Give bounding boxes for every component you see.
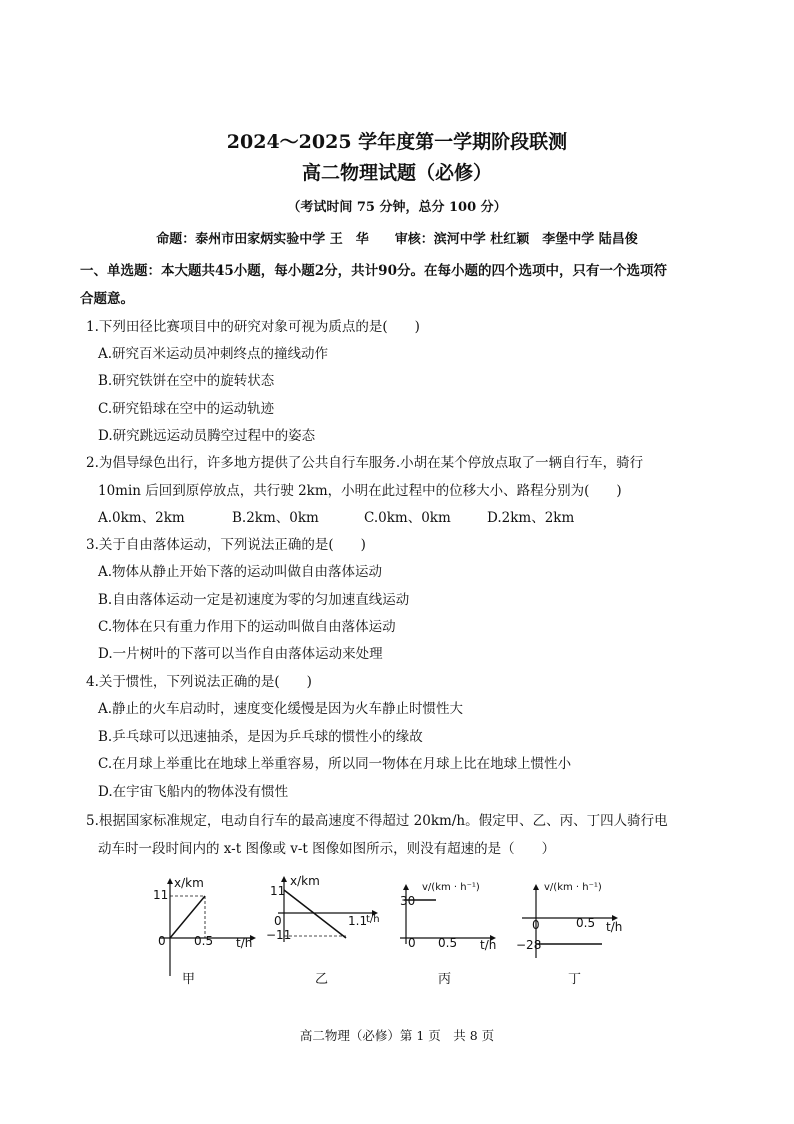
question-4-option-d: D.在宇宙飞船内的物体没有惯性	[98, 784, 289, 800]
question-4-option-c: C.在月球上举重比在地球上举重容易，所以同一物体在月球上比在地球上惯性小	[98, 756, 572, 772]
graph-bing-xlabel: t/h	[480, 938, 497, 952]
question-3-option-a: A.物体从静止开始下落的运动叫做自由落体运动	[98, 564, 383, 580]
graph-yi-xtick: 1.1	[348, 914, 368, 928]
question-2-option-a: A.0km、2km	[98, 510, 185, 526]
section-heading-line1: 一、单选题：本大题共45小题，每小题2分，共计90分。在每小题的四个选项中，只有一个选项符	[80, 263, 667, 279]
graph-jia-xlabel: t/h	[236, 936, 253, 950]
graph-jia-ytick: 11	[153, 888, 169, 902]
graph-yi-origin: 0	[274, 914, 282, 928]
question-2-option-b: B.2km、0km	[232, 510, 319, 526]
graph-jia-name: 甲	[182, 972, 196, 987]
question-2-option-c: C.0km、0km	[364, 510, 451, 526]
question-1-option-c: C.研究铅球在空中的运动轨迹	[98, 401, 275, 417]
question-1-option-b: B.研究铁饼在空中的旋转状态	[98, 373, 275, 389]
graph-yi-xlabel: t/h	[366, 914, 380, 925]
question-2-option-d: D.2km、2km	[487, 510, 575, 526]
question-3-option-c: C.物体在只有重力作用下的运动叫做自由落体运动	[98, 619, 396, 635]
question-2-stem-line2: 10min 后回到原停放点，共行驶 2km，小明在此过程中的位移大小、路程分别为( )	[98, 483, 622, 499]
graph-bing-ylabel: v/(km · h⁻¹)	[422, 882, 480, 893]
question-5-stem-line2: 动车时一段时间内的 x-t 图像或 v-t 图像如图所示，则没有超速的是（ ）	[98, 841, 556, 857]
question-3-option-b: B.自由落体运动一定是初速度为零的匀加速直线运动	[98, 592, 410, 608]
graph-yi-name: 乙	[315, 972, 329, 987]
graph-bing-xtick: 0.5	[438, 936, 458, 950]
question-4-option-a: A.静止的火车启动时，速度变化缓慢是因为火车静止时惯性大	[98, 701, 464, 717]
question-5-stem-line1: 5.根据国家标准规定，电动自行车的最高速度不得超过 20km/h。假定甲、乙、丙、丁四人骑行电	[86, 813, 668, 829]
graph-ding-ytick: −28	[516, 938, 542, 952]
graph-yi-ytick-neg: −11	[266, 928, 292, 942]
graph-ding-ylabel: v/(km · h⁻¹)	[544, 882, 602, 893]
graph-jia-ylabel: x/km	[174, 876, 204, 890]
question-3-stem: 3.关于自由落体运动，下列说法正确的是( )	[86, 537, 366, 553]
graph-bing-name: 丙	[438, 972, 452, 987]
exam-authors: 命题：泰州市田家炳实验中学 王 华 审核：滨河中学 杜红颖 李堡中学 陆昌俊	[156, 232, 638, 247]
section-heading-line2: 合题意。	[80, 291, 134, 307]
question-2-stem-line1: 2.为倡导绿色出行，许多地方提供了公共自行车服务.小胡在某个停放点取了一辆自行车，骑行	[86, 455, 644, 471]
graph-ding-name: 丁	[568, 972, 582, 987]
graph-yi-ytick-pos: 11	[270, 884, 286, 898]
exam-subtitle: 高二物理试题（必修）	[301, 162, 492, 184]
graph-ding-origin: 0	[532, 918, 540, 932]
question-3-option-d: D.一片树叶的下落可以当作自由落体运动来处理	[98, 646, 383, 662]
graph-bing	[396, 876, 536, 986]
graph-jia-origin: 0	[158, 934, 166, 948]
graph-jia-xtick: 0.5	[194, 934, 214, 948]
graph-ding-xtick: 0.5	[576, 916, 596, 930]
graph-bing-origin: 0	[408, 936, 416, 950]
graph-yi	[266, 874, 410, 986]
question-1-option-a: A.研究百米运动员冲刺终点的撞线动作	[98, 346, 329, 362]
question-1-option-d: D.研究跳远运动员腾空过程中的姿态	[98, 428, 316, 444]
question-4-option-b: B.乒乓球可以迅速抽杀，是因为乒乓球的惯性小的缘故	[98, 729, 423, 745]
question-1-stem: 1.下列田径比赛项目中的研究对象可视为质点的是( )	[86, 319, 420, 335]
graph-ding	[516, 876, 656, 986]
graph-bing-ytick: 30	[400, 894, 416, 908]
page-footer: 高二物理（必修）第 1 页 共 8 页	[299, 1028, 495, 1043]
graph-yi-ylabel: x/km	[290, 874, 320, 888]
graph-ding-xlabel: t/h	[606, 920, 623, 934]
exam-info: （考试时间 75 分钟，总分 100 分）	[287, 200, 507, 215]
question-4-stem: 4.关于惯性，下列说法正确的是( )	[86, 674, 312, 690]
exam-title: 2024～2025 学年度第一学期阶段联测	[226, 131, 568, 153]
